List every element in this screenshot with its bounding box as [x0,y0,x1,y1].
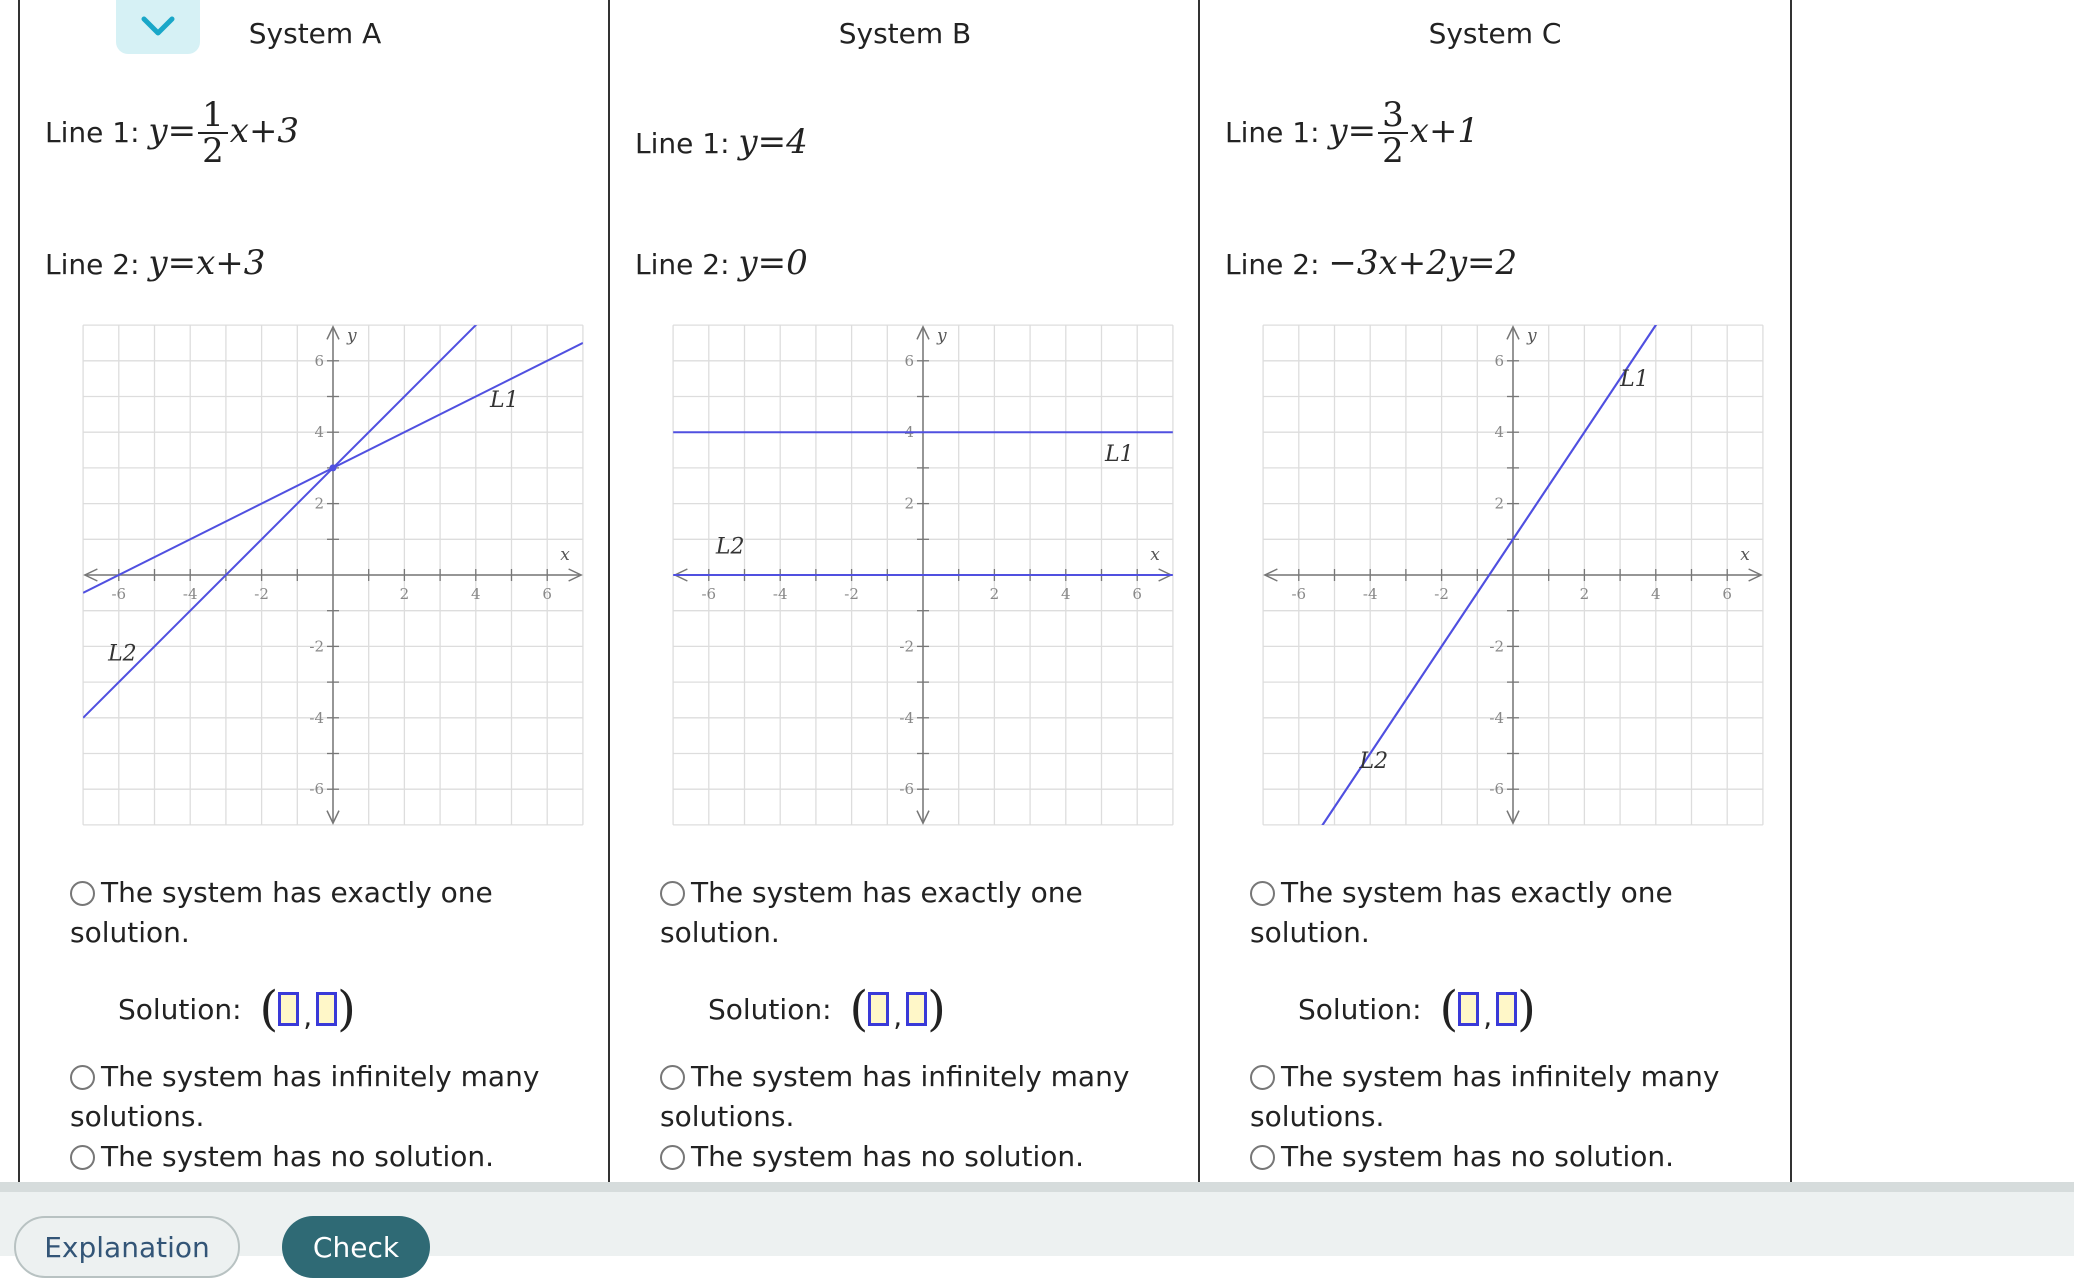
y-tick-label: -6 [1489,780,1504,799]
fraction [1378,95,1408,171]
comma: , [1483,1000,1493,1033]
equation-text: y=x+3 [148,243,266,283]
solution-y-input[interactable] [906,992,927,1026]
y-axis-label: y [937,326,947,347]
equation-text: y=0 [738,243,808,283]
x-tick-label: 2 [399,585,410,603]
coordinate-graph[interactable] [1230,316,1750,826]
radio-button[interactable] [1250,1145,1275,1170]
y-tick-label: -4 [899,708,914,727]
y-tick-label: -4 [1489,708,1504,727]
equation-label: Line 1: [1225,116,1320,149]
y-tick-label: -6 [899,780,914,799]
y-tick-label: 6 [904,351,914,370]
close-paren: ) [1517,981,1536,1037]
l2-label: L2 [1359,748,1389,774]
solution-label: Solution: [708,992,832,1026]
system-title: System B [838,17,972,50]
y-tick-label: -4 [309,708,324,727]
line-1-equation [45,95,300,171]
x-tick-label: 6 [542,585,552,603]
solution-x-input[interactable] [278,992,299,1026]
footer-bar [0,1182,2074,1264]
solution-row [118,981,356,1037]
option-infinite-solutions[interactable] [70,1057,540,1137]
explanation-button[interactable]: Explanation [14,1216,240,1278]
solution-y-input[interactable] [316,992,337,1026]
x-tick-label: 6 [1132,585,1142,603]
y-tick-label: -2 [309,637,324,656]
equation-label: Line 2: [45,248,140,281]
x-tick-label: 2 [1579,585,1590,603]
close-paren: ) [927,981,946,1037]
x-axis-label: x [1150,545,1160,565]
fraction [198,95,228,171]
y-axis-label: y [1527,326,1537,347]
option-label: The system has no solution. [101,1140,495,1173]
fraction-denominator: 2 [1382,131,1404,171]
x-tick-label: 2 [989,585,1000,603]
solution-y-input[interactable] [1496,992,1517,1026]
system-a-panel [18,0,610,1182]
radio-button[interactable] [70,1145,95,1170]
coordinate-graph[interactable] [640,316,1160,826]
solution-label: Solution: [1298,992,1422,1026]
x-tick-label: -2 [254,585,269,603]
y-tick-label: 6 [314,351,324,370]
l1-label: L1 [490,388,519,414]
radio-button[interactable] [1250,881,1275,906]
system-title: System C [1428,17,1562,50]
open-paren: ( [849,981,869,1037]
equation-rest: x+1 [1409,111,1480,151]
equation-lhs: y [148,111,168,151]
line-2-equation [1225,243,1517,283]
radio-button[interactable] [660,1145,685,1170]
x-tick-label: 6 [1722,585,1732,603]
x-tick-label: -4 [772,585,788,603]
x-tick-label: -4 [182,585,198,603]
y-tick-label: -2 [899,637,914,656]
y-tick-label: 2 [904,494,914,513]
option-infinite-solutions[interactable] [1250,1057,1720,1137]
solution-label: Solution: [118,992,242,1026]
x-tick-label: -4 [1362,585,1378,603]
option-label: The system has infinitely many solutions. [70,1060,540,1133]
radio-button[interactable] [70,881,95,906]
l1-label: L1 [1620,366,1649,392]
equation-math: y= $\frac{1}{2}$ x+3 [148,95,300,171]
check-button[interactable]: Check [282,1216,430,1278]
x-tick-label: -2 [844,585,859,603]
option-label: The system has infinitely many solutions. [1250,1060,1720,1133]
equation-text: −3x+2y=2 [1328,243,1518,283]
y-tick-label: 4 [904,423,914,442]
equation-math [1328,243,1517,283]
x-axis-label: x [560,545,570,565]
open-paren: ( [1439,981,1459,1037]
y-tick-label: 2 [1494,494,1504,513]
line-1-equation [635,122,808,162]
solution-x-input[interactable] [1458,992,1479,1026]
option-label: The system has no solution. [1281,1140,1675,1173]
equation-text: y=4 [738,122,808,162]
x-tick-label: -2 [1434,585,1449,603]
y-tick-label: 2 [314,494,324,513]
l2-label: L2 [108,641,137,667]
l2-label: L2 [715,534,745,560]
y-tick-label: -2 [1489,637,1504,656]
x-tick-label: 4 [1651,585,1661,603]
equation-label: Line 2: [1225,248,1320,281]
system-c-panel [1198,0,1792,1182]
comma: , [893,1000,903,1033]
fraction-denominator: 2 [202,131,224,171]
system-title: System A [248,17,382,50]
option-label: The system has infinitely many solutions. [660,1060,1130,1133]
x-tick-label: -6 [111,585,127,603]
open-paren: ( [259,981,279,1037]
l1-label: L1 [1105,441,1134,467]
x-tick-label: -6 [1291,585,1307,603]
radio-button[interactable] [1250,1065,1275,1090]
line-2-equation [635,243,808,283]
option-no-solution[interactable] [1250,1137,1720,1177]
coordinate-graph[interactable] [50,316,570,826]
y-axis-label: y [347,326,357,347]
equation-rest: x+3 [229,111,300,151]
equation-lhs: y [1328,111,1348,151]
option-no-solution[interactable] [70,1137,540,1177]
system-b-panel [608,0,1200,1182]
equation-math [738,243,807,283]
y-tick-label: 6 [1494,351,1504,370]
option-no-solution[interactable] [660,1137,1130,1177]
line-1-equation [1225,95,1480,171]
x-axis-label: x [1740,545,1750,565]
radio-button[interactable] [70,1065,95,1090]
equation-math [148,243,265,283]
x-tick-label: 4 [1061,585,1071,603]
radio-button[interactable] [660,881,685,906]
equation-math: y= $\frac{3}{2}$ x+1 [1328,95,1480,171]
option-one-solution[interactable] [70,873,540,953]
y-tick-label: 4 [1494,423,1504,442]
y-tick-label: 4 [314,423,324,442]
option-label: The system has no solution. [691,1140,1085,1173]
equation-math [738,122,807,162]
equation-label: Line 1: [635,127,730,160]
comma: , [303,1000,313,1033]
solution-row [708,981,946,1037]
option-one-solution[interactable] [1250,873,1720,953]
line-2-equation [45,243,265,283]
axes [1265,327,1761,823]
close-paren: ) [337,981,356,1037]
equation-label: Line 1: [45,116,140,149]
intersection-point [330,464,337,471]
option-label: The system has exactly one solution. [660,876,1083,949]
x-tick-label: -6 [701,585,717,603]
y-tick-label: -6 [309,780,324,799]
x-tick-label: 4 [471,585,481,603]
option-label: The system has exactly one solution. [70,876,493,949]
option-label: The system has exactly one solution. [1250,876,1673,949]
option-one-solution[interactable] [660,873,1130,953]
solution-row [1298,981,1536,1037]
solution-x-input[interactable] [868,992,889,1026]
equation-label: Line 2: [635,248,730,281]
radio-button[interactable] [660,1065,685,1090]
fraction-numerator: 3 [1378,98,1408,134]
option-infinite-solutions[interactable] [660,1057,1130,1137]
fraction-numerator: 1 [198,98,228,134]
